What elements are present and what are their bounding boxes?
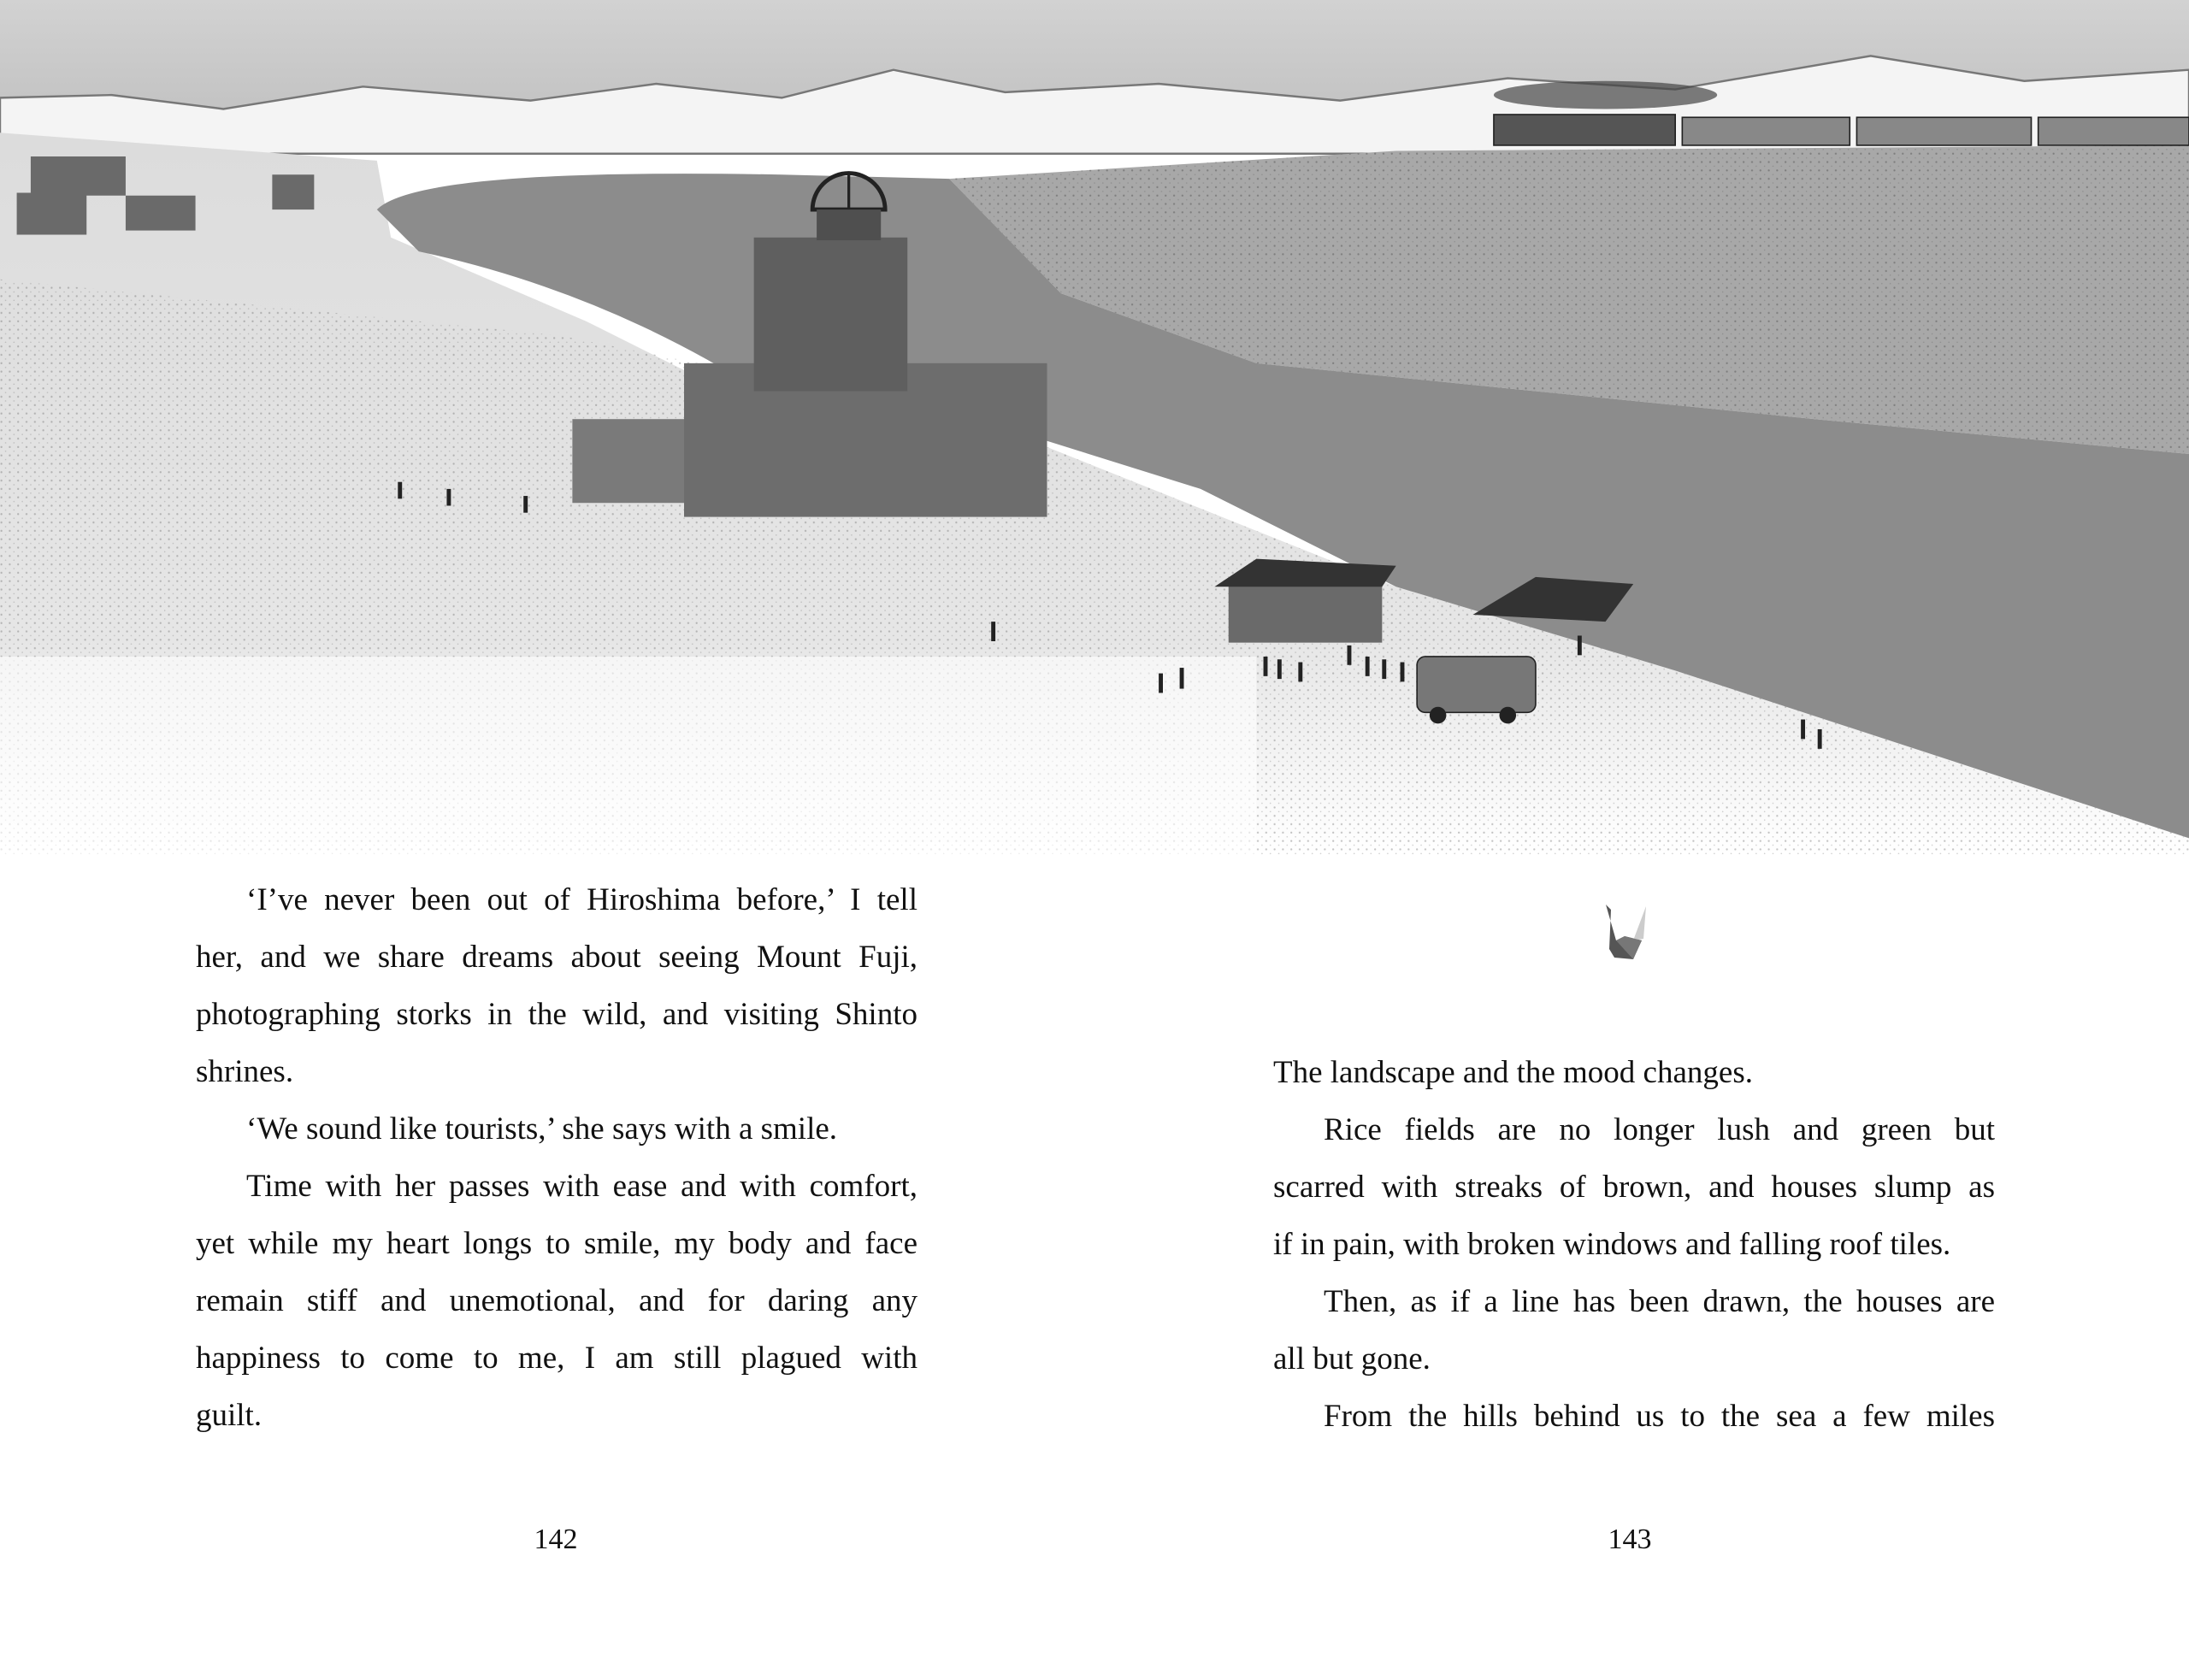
white-bottom-fade	[0, 657, 1256, 855]
text-line: guilt.	[196, 1398, 263, 1433]
text-line: The landscape and the mood changes.	[1273, 1055, 1753, 1090]
text-line: ‘We sound like tourists,’ she says with a smile.	[246, 1111, 838, 1147]
text-line: From the hills behind us to the sea a few miles	[1324, 1399, 1995, 1434]
text-line: scarred with streaks of brown, and houses slump as	[1273, 1170, 1995, 1205]
text-line: Rice fields are no longer lush and green but	[1324, 1112, 1995, 1147]
right-page-text	[1273, 1052, 1995, 1453]
text-line: her, and we share dreams about seeing Mount Fuji,	[196, 940, 917, 975]
page-number-left: 142	[534, 1524, 578, 1555]
paper-crane-icon	[1599, 898, 1650, 966]
page-number-right: 143	[1608, 1524, 1652, 1555]
text-line: happiness to come to me, I am still plagued with	[196, 1341, 917, 1376]
text-line: photographing storks in the wild, and visiting Shinto	[196, 997, 917, 1032]
text-line: ‘I’ve never been out of Hiroshima before,’ I tell	[246, 882, 917, 917]
text-line: Time with her passes with ease and with comfort,	[246, 1169, 917, 1204]
left-page-text	[196, 879, 917, 1452]
text-line: Then, as if a line has been drawn, the houses are	[1324, 1284, 1995, 1319]
text-line: yet while my heart longs to smile, my body and face	[196, 1226, 917, 1261]
text-line: all but gone.	[1273, 1341, 1431, 1376]
text-line: remain stiff and unemotional, and for daring any	[196, 1283, 917, 1318]
text-line: shrines.	[196, 1054, 294, 1089]
text-line: if in pain, with broken windows and falling roof tiles.	[1273, 1227, 1951, 1262]
